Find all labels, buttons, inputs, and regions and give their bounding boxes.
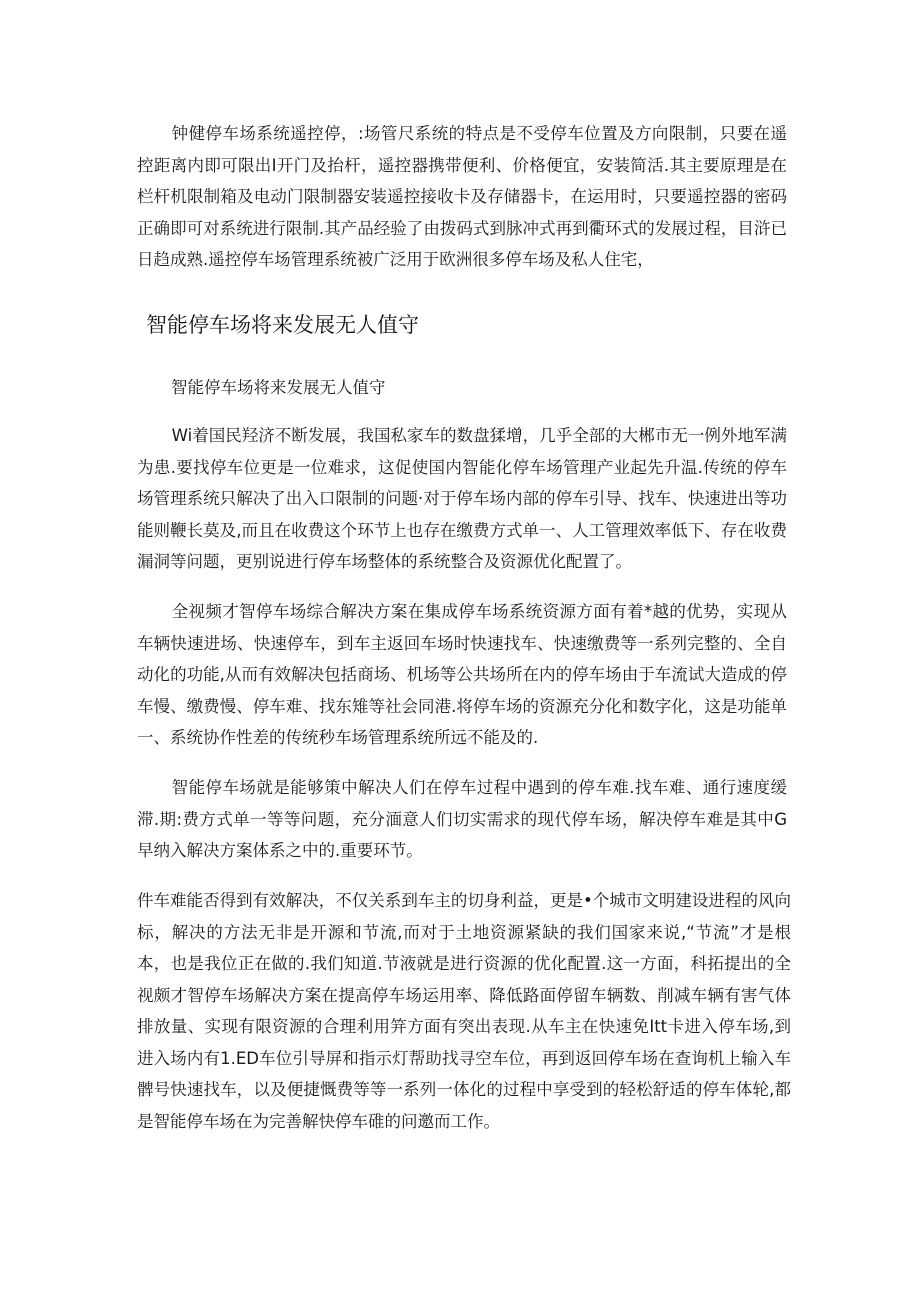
intro-paragraph: 钟健停车场系统遥控停，:场管尺系统的特点是不受停车位置及方向限制，只要在遥控距离内即可限出Ⅰ开门及抬杆，遥控器携带便利、价格便宜，安装简活.其主要原理是在栏杆机限制箱及电动门限制器安装遥控接收卡及存储器卡，在运用时，只要遥控器的密码正确即可对系统进行限制.其产品经验了由拨码式到脉冲式再到衢环式的发展过程，目浒已日趋成熟.遥控停车场管理系统被广泛用于欧洲很多停车场及私人住宅， <box>137 124 787 269</box>
body-paragraph-2: 全视频才智停车场综合解决方案在集成停车场系统资源方面有着*越的优势，实现从车辆快速进场、快速停车，到车主返回车场时快速找车、快速缴费等一系列完整的、全自动化的功能,从而有效解决包括商场、机场等公共场所在内的停车场由于车流试大造成的停车慢、缴费慢、停车难、找东雉等社会同港.将停车场的资源充分化和数字化，这是功能单一、系统协作性差的传统秒车场管理系统所远不能及的. <box>137 602 787 747</box>
section-subheading: 智能停车场将来发展无人值守 <box>171 378 386 397</box>
section-heading: 智能停车场将来发展无人值守 <box>146 313 419 337</box>
body-paragraph-3: 智能停车场就是能够策中解决人们在停车过程中遇到的停车难.找车难、通行速度缓滞.期:费方式单一等等问题，充分湎意人们切实需求的现代停车场，解决停车难是其中G早纳入解决方案体系之中的.重要环节。 <box>137 778 787 860</box>
body-paragraph-4: 件车难能否得到有效解决，不仅关系到车主的切身利益，更是•个城市文明建设进程的风向标，解决的方法无非是开源和节流,而对于土地资源紧缺的我们国家来说,“节流”才是根本，也是我位正在做的.我们知道.节液就是进行资源的优化配置.这一方面，科拓提出的全视颇才智停车场解决方案在提高停车场运用率、降低路面停留车辆数、削减车辆有害气体排放量、实现有限资源的合理利用笄方面有突出表现.从车主在快速免Itt卡进入停车场,到进入场内有1.ED车位引导屏和指示灯帮助找寻空车位，再到返回停车场在查询机上输入车髀号快速找车，以及便捷慨费等等一系列一体化的过程中享受到的轻松舒适的停车体轮,都是智能停车场在为完善解快停车碓的问邀而工作。 <box>137 891 791 1131</box>
body-paragraph-1: Wi着国民羟济不断发展，我国私家车的数盘猱增，几乎全部的大郴市无一例外地军满为患.要找停车位更是一位难求，这促使国内智能化停车场管理产业起先升温.传统的停车场管理系统只解决了出入口限制的问题·对于停车场内部的停车引导、找车、快速进出等功能则鞭长莫及,而且在收费这个环节上也存在缴费方式单一、人工管理效率低下、存在收费漏洞等问题，更别说进行停车场整体的系统整合及资源优化配置了。 <box>137 426 787 571</box>
